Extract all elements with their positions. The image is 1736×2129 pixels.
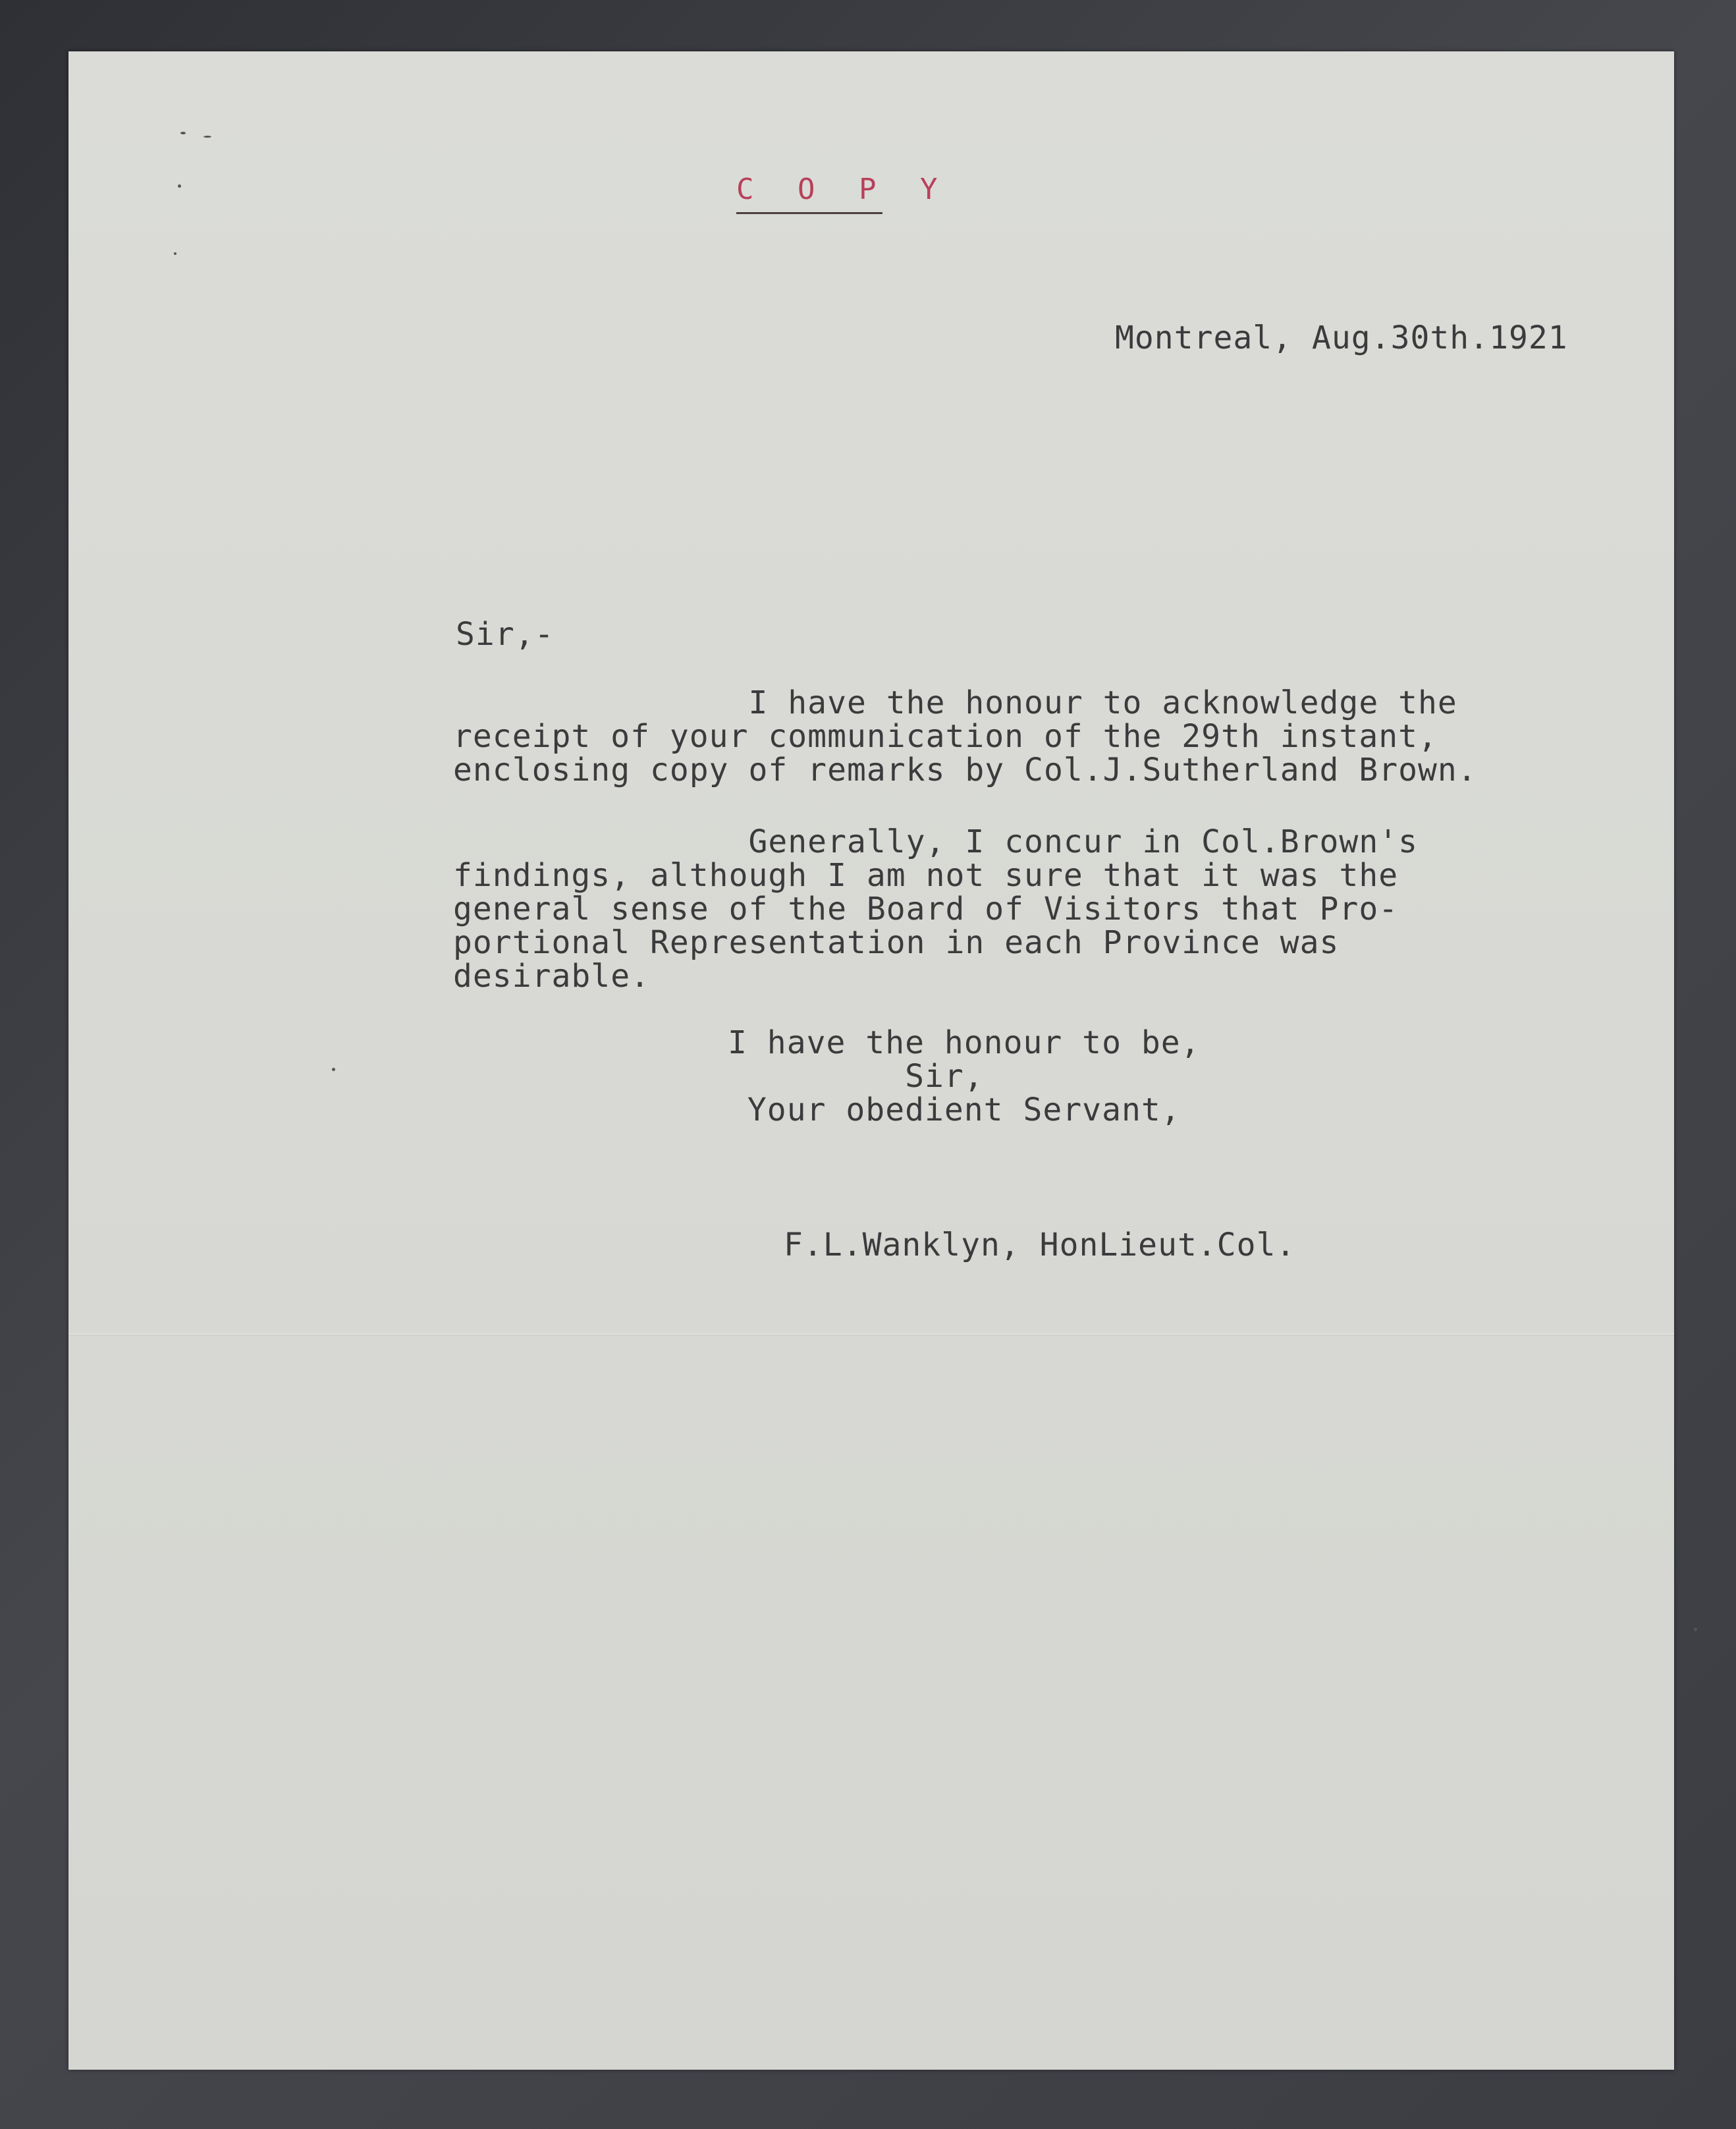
letter-paragraph-acknowledgement: I have the honour to acknowledge the receipt of your communication of the 29th instant, enclosing copy of remarks by Col.J.Sutherland Brown. — [453, 684, 1477, 788]
paper-speck — [203, 136, 211, 138]
paper-speck — [178, 184, 181, 188]
paper-fold-line — [68, 1333, 1674, 1336]
copy-stamp: C O P Y — [736, 173, 951, 206]
letter-signature: F.L.Wanklyn, HonLieut.Col. — [784, 1227, 1296, 1263]
letter-closing: I have the honour to be, Sir, Your obedient Servant, — [728, 1024, 1201, 1128]
letter-salutation: Sir,- — [456, 616, 555, 653]
paper-speck — [332, 1068, 335, 1071]
letter-dateline: Montreal, Aug.30th.1921 — [1115, 319, 1568, 356]
paper-speck — [174, 252, 176, 255]
paper-speck — [180, 132, 186, 134]
letter-paragraph-concurrence: Generally, I concur in Col.Brown's findings, although I am not sure that it was the general sense of the Board of Visitors that Pro- portional Representation in each Province was desirable. — [453, 823, 1419, 995]
copy-stamp-underline — [736, 212, 882, 214]
paper-fold-line-faint — [68, 1448, 1674, 1449]
paper-speck — [1694, 1628, 1697, 1631]
